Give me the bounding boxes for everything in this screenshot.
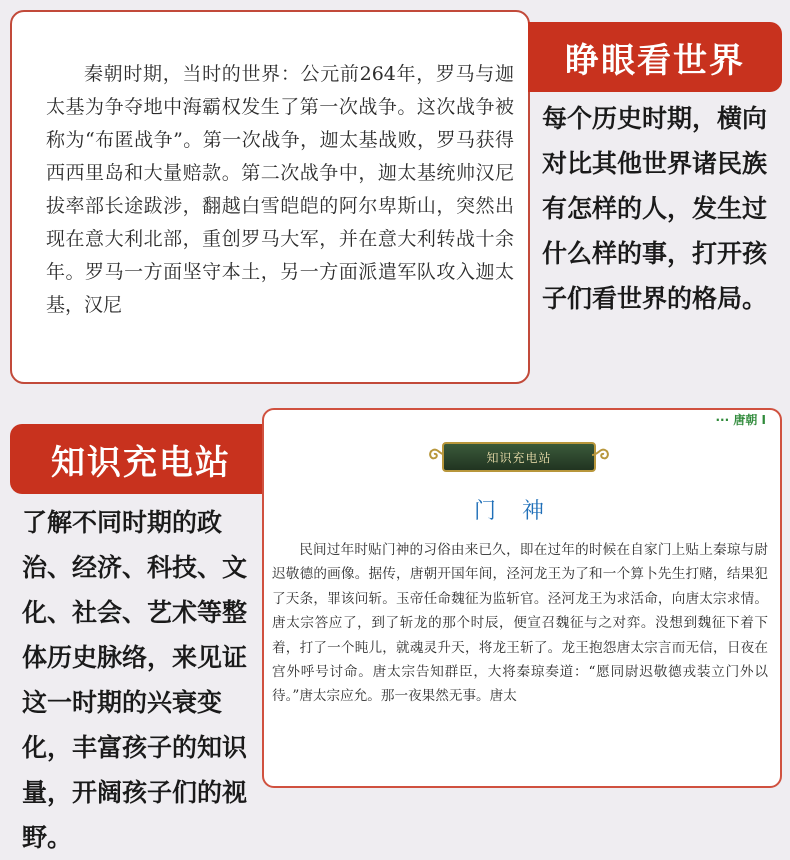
article-title: 门神	[473, 499, 570, 524]
excerpt-text-world: 秦朝时期，当时的世界：公元前264年，罗马与迦太基为争夺地中海霸权发生了第一次战争。这次战争被称为“布匿战争”。第一次战争，迦太基战败，罗马获得西西里岛和大量赔款。第二次战争中，迦太基统帅汉尼拔率部长途跋涉，翻越白雪皑皑的阿尔卑斯山，突然出现在意大利北部，重创罗马大军，并在意大利转战十余年。罗马一方面坚守本土，另一方面派遣军队攻入迦太基，汉尼	[46, 63, 514, 316]
excerpt-card-world	[10, 10, 530, 384]
section-description-world: 每个历史时期，横向对比其他世界诸民族有怎样的人，发生过什么样的事，打开孩子们看世界的格局。	[542, 104, 768, 313]
knowledge-badge: 知识充电站	[442, 442, 596, 472]
section-tag-world: 睁眼看世界	[528, 22, 782, 92]
running-head: ··· 唐朝 I	[715, 413, 766, 427]
article-text: 民间过年时贴门神的习俗由来已久，即在过年的时候在自家门上贴上秦琼与尉迟敬德的画像。据传，唐朝开国年间，泾河龙王为了和一个算卜先生打赌，结果犯了天条，罪该问斩。玉帝任命魏征为监斩官。泾河龙王为求活命，向唐太宗求情。唐太宗答应了，到了斩龙的那个时辰，便宣召魏征与之对弈。没想到魏征下着下着，打了一个盹儿，就魂灵升天，将龙王斩了。龙王抱怨唐太宗言而无信，日夜在宫外呼号讨命。唐太宗告知群臣，大将秦琼奏道：“愿同尉迟敬德戎装立门外以待。”唐太宗应允。那一夜果然无事。唐太	[272, 542, 768, 705]
excerpt-card-knowledge	[262, 408, 782, 788]
section-tag-knowledge: 知识充电站	[10, 424, 272, 494]
cloud-ornament-right-icon	[590, 444, 612, 466]
section-description-knowledge: 了解不同时期的政治、经济、科技、文化、社会、艺术等整体历史脉络，来见证这一时期的兴衰变化，丰富孩子的知识量，开阔孩子们的视野。	[22, 508, 248, 852]
